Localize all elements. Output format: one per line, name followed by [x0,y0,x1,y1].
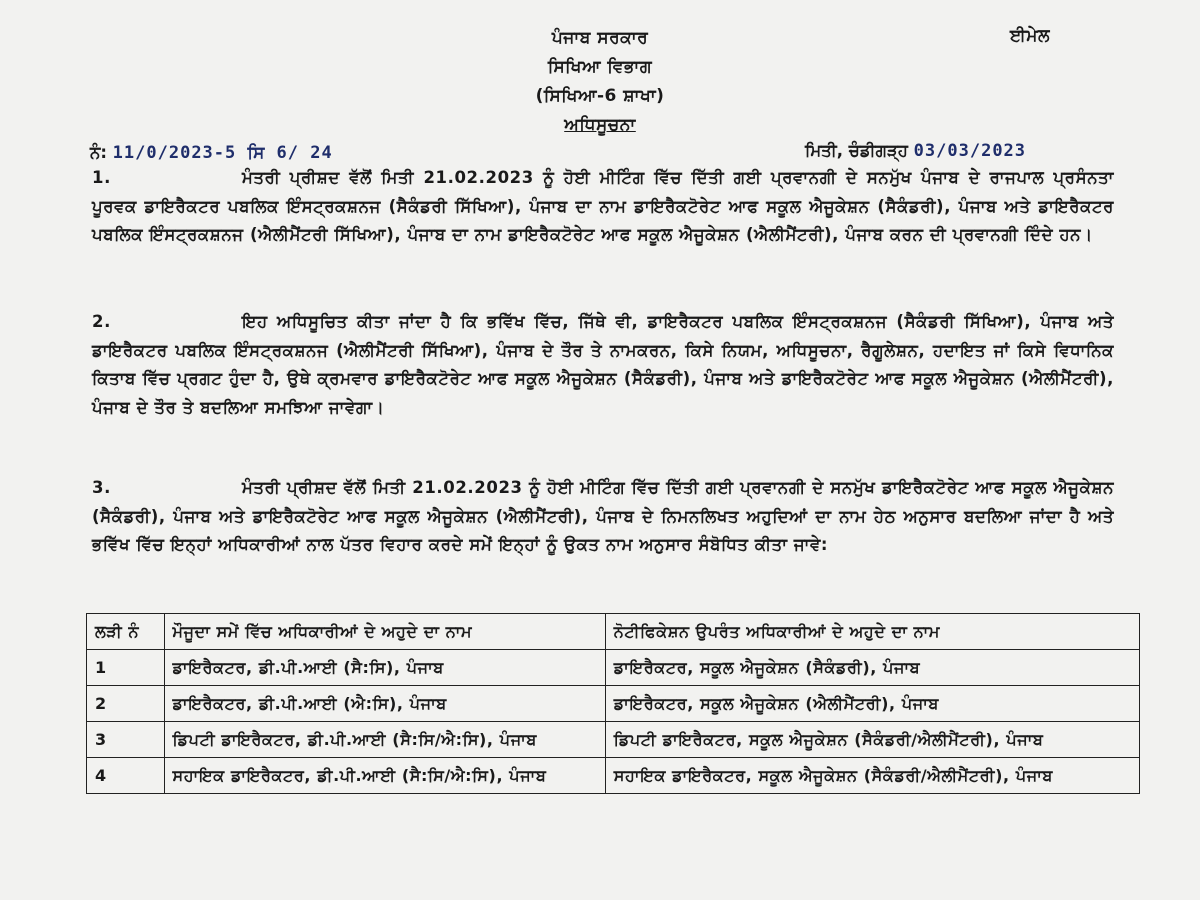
cell-serial: 3 [87,722,165,758]
cell-current: ਡਾਇਰੈਕਟਰ, ਡੀ.ਪੀ.ਆਈ (ਸੈ:ਸਿ), ਪੰਜਾਬ [164,650,605,686]
paragraph-text: ਮੰਤਰੀ ਪ੍ਰੀਸ਼ਦ ਵੱਲੋਂ ਮਿਤੀ 21.02.2023 ਨੂੰ ਹੋਈ ਮੀਟਿੰਗ ਵਿੱਚ ਦਿੱਤੀ ਗਈ ਪ੍ਰਵਾਨਗੀ ਦੇ ਸਨਮੁੱਖ ਪੰਜਾਬ ਦੇ ਰਾਜਪਾਲ ਪ੍ਰਸੰਨਤਾ ਪੂਰਵਕ ਡਾਇਰੈਕਟਰ ਪਬਲਿਕ ਇੰਸਟ੍ਰਕਸ਼ਨਜ (ਸੈਕੰਡਰੀ ਸਿੱਖਿਆ), ਪੰਜਾਬ ਦਾ ਨਾਮ ਡਾਇਰੈਕਟੋਰੇਟ ਆਫ ਸਕੂਲ ਐਜੂਕੇਸ਼ਨ (ਸੈਕੰਡਰੀ), ਪੰਜਾਬ ਅਤੇ ਡਾਇਰੈਕਟਰ ਪਬਲਿਕ ਇੰਸਟ੍ਰਕਸ਼ਨਜ (ਐਲੀਮੈਂਟਰੀ ਸਿੱਖਿਆ), ਪੰਜਾਬ ਦਾ ਨਾਮ ਡਾਇਰੈਕਟੋਰੇਟ ਆਫ ਸਕੂਲ ਐਜੂਕੇਸ਼ਨ (ਐਲੀਮੈਂਟਰੀ), ਪੰਜਾਬ ਕਰਨ ਦੀ ਪ੍ਰਵਾਨਗੀ ਦਿੰਦੇ ਹਨ। [92,168,1114,244]
cell-new: ਡਿਪਟੀ ਡਾਇਰੈਕਟਰ, ਸਕੂਲ ਐਜੂਕੇਸ਼ਨ (ਸੈਕੰਡਰੀ/ਐਲੀਮੈਂਟਰੀ), ਪੰਜਾਬ [605,722,1139,758]
table-row [87,686,1140,722]
table-row [87,650,1140,686]
branch-heading: (ਸਿਖਿਆ-6 ਸ਼ਾਖਾ) [535,86,665,106]
paragraph-number: 1. [92,168,111,187]
paragraph-number: 2. [92,312,111,331]
date-handwritten: 03/03/2023 [913,141,1027,161]
cell-current: ਡਿਪਟੀ ਡਾਇਰੈਕਟਰ, ਡੀ.ਪੀ.ਆਈ (ਸੈ:ਸਿ/ਐ:ਸਿ), ਪੰਜਾਬ [164,722,605,758]
email-tag: ਈਮੇਲ [1010,26,1050,46]
paragraph-2 [92,308,1114,422]
header-new-designation: ਨੋਟੀਫਿਕੇਸ਼ਨ ਉਪਰੰਤ ਅਧਿਕਾਰੀਆਂ ਦੇ ਅਹੁਦੇ ਦਾ ਨਾਮ [605,614,1139,650]
cell-current: ਸਹਾਇਕ ਡਾਇਰੈਕਟਰ, ਡੀ.ਪੀ.ਆਈ (ਸੈ:ਸਿ/ਐ:ਸਿ), ਪੰਜਾਬ [164,758,605,794]
paragraph-3 [92,474,1114,560]
date-label: ਮਿਤੀ, ਚੰਡੀਗੜ੍ਹ [805,141,908,160]
document-title: ਅਧਿਸੂਚਨਾ [564,115,636,135]
department-heading: ਸਿਖਿਆ ਵਿਭਾਗ [547,57,653,77]
cell-serial: 4 [87,758,165,794]
cell-current: ਡਾਇਰੈਕਟਰ, ਡੀ.ਪੀ.ਆਈ (ਐ:ਸਿ), ਪੰਜਾਬ [164,686,605,722]
paragraph-1 [92,164,1114,250]
cell-new: ਡਾਇਰੈਕਟਰ, ਸਕੂਲ ਐਜੂਕੇਸ਼ਨ (ਐਲੀਮੈਂਟਰੀ), ਪੰਜਾਬ [605,686,1139,722]
ref-handwritten-number: 11/0/2023-5 ਸਿ 6/ 24 [112,143,333,163]
ref-prefix: ਨੰ: [90,143,107,162]
cell-new: ਡਾਇਰੈਕਟਰ, ਸਕੂਲ ਐਜੂਕੇਸ਼ਨ (ਸੈਕੰਡਰੀ), ਪੰਜਾਬ [605,650,1139,686]
cell-serial: 2 [87,686,165,722]
header-current-designation: ਮੌਜੂਦਾ ਸਮੇਂ ਵਿੱਚ ਅਧਿਕਾਰੀਆਂ ਦੇ ਅਹੁਦੇ ਦਾ ਨਾਮ [164,614,605,650]
header-serial: ਲੜੀ ਨੰ [87,614,165,650]
reference-number [90,143,333,163]
table-row [87,758,1140,794]
govt-heading: ਪੰਜਾਬ ਸਰਕਾਰ [551,28,649,48]
paragraph-text: ਮੰਤਰੀ ਪ੍ਰੀਸ਼ਦ ਵੱਲੋਂ ਮਿਤੀ 21.02.2023 ਨੂੰ ਹੋਈ ਮੀਟਿੰਗ ਵਿੱਚ ਦਿੱਤੀ ਗਈ ਪ੍ਰਵਾਨਗੀ ਦੇ ਸਨਮੁੱਖ ਡਾਇਰੈਕਟੋਰੇਟ ਆਫ ਸਕੂਲ ਐਜੂਕੇਸ਼ਨ (ਸੈਕੰਡਰੀ), ਪੰਜਾਬ ਅਤੇ ਡਾਇਰੈਕਟੋਰੇਟ ਆਫ ਸਕੂਲ ਐਜੂਕੇਸ਼ਨ (ਐਲੀਮੈਂਟਰੀ), ਪੰਜਾਬ ਦੇ ਨਿਮਨਲਿਖਤ ਅਹੁਦਿਆਂ ਦਾ ਨਾਮ ਹੇਠ ਅਨੁਸਾਰ ਬਦਲਿਆ ਜਾਂਦਾ ਹੈ ਅਤੇ ਭਵਿੱਖ ਵਿੱਚ ਇਨ੍ਹਾਂ ਅਧਿਕਾਰੀਆਂ ਨਾਲ ਪੱਤਰ ਵਿਹਾਰ ਕਰਦੇ ਸਮੇਂ ਇਨ੍ਹਾਂ ਨੂੰ ਉਕਤ ਨਾਮ ਅਨੁਸਾਰ ਸੰਬੋਧਿਤ ਕੀਤਾ ਜਾਵੇ: [92,478,1114,554]
paragraph-number: 3. [92,478,111,497]
paragraph-text: ਇਹ ਅਧਿਸੂਚਿਤ ਕੀਤਾ ਜਾਂਦਾ ਹੈ ਕਿ ਭਵਿੱਖ ਵਿੱਚ, ਜਿੱਥੇ ਵੀ, ਡਾਇਰੈਕਟਰ ਪਬਲਿਕ ਇੰਸਟ੍ਰਕਸ਼ਨਜ (ਸੈਕੰਡਰੀ ਸਿੱਖਿਆ), ਪੰਜਾਬ ਅਤੇ ਡਾਇਰੈਕਟਰ ਪਬਲਿਕ ਇੰਸਟ੍ਰਕਸ਼ਨਜ (ਐਲੀਮੈਂਟਰੀ ਸਿੱਖਿਆ), ਪੰਜਾਬ ਦੇ ਤੌਰ ਤੇ ਨਾਮਕਰਨ, ਕਿਸੇ ਨਿਯਮ, ਅਧਿਸੂਚਨਾ, ਰੈਗੂਲੇਸ਼ਨ, ਹਦਾਇਤ ਜਾਂ ਕਿਸੇ ਵਿਧਾਨਿਕ ਕਿਤਾਬ ਵਿੱਚ ਪ੍ਰਗਟ ਹੁੰਦਾ ਹੈ, ਉਥੇ ਕ੍ਰਮਵਾਰ ਡਾਇਰੈਕਟੋਰੇਟ ਆਫ ਸਕੂਲ ਐਜੂਕੇਸ਼ਨ (ਸੈਕੰਡਰੀ), ਪੰਜਾਬ ਅਤੇ ਡਾਇਰੈਕਟੋਰੇਟ ਆਫ ਸਕੂਲ ਐਜੂਕੇਸ਼ਨ (ਐਲੀਮੈਂਟਰੀ), ਪੰਜਾਬ ਦੇ ਤੌਰ ਤੇ ਬਦਲਿਆ ਸਮਝਿਆ ਜਾਵੇਗਾ। [92,312,1114,417]
reference-date [805,141,1026,161]
cell-new: ਸਹਾਇਕ ਡਾਇਰੈਕਟਰ, ਸਕੂਲ ਐਜੂਕੇਸ਼ਨ (ਸੈਕੰਡਰੀ/ਐਲੀਮੈਂਟਰੀ), ਪੰਜਾਬ [605,758,1139,794]
table-header-row [87,614,1140,650]
table-row [87,722,1140,758]
designation-table [86,613,1140,794]
cell-serial: 1 [87,650,165,686]
